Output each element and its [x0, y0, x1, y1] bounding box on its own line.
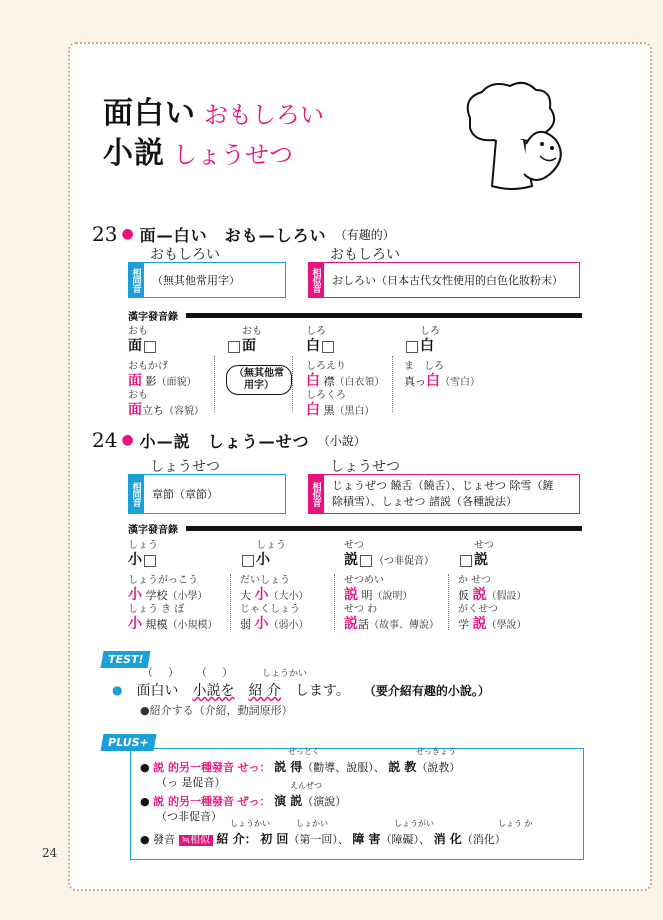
reading: せつ [474, 540, 494, 551]
example: 真っ [404, 374, 426, 388]
note: （つ非促音） [374, 556, 434, 567]
bullet-icon: ● [121, 432, 134, 448]
example: 大 [240, 588, 251, 602]
sentence-part: します。 [294, 683, 350, 699]
reading: おも [242, 326, 262, 337]
example: 弱 [240, 617, 251, 631]
record-col-4: せつ 説 か せつ 仮 説（假設） がくせつ 学 説（學說） [458, 540, 527, 632]
record-col-1: おも 面 おもかげ 面 影（面貌） おも 面立ち（容貌） [128, 326, 204, 418]
plus-gloss: （說教） [416, 761, 461, 774]
test-ruby: しょうかい [262, 669, 308, 679]
record-bar [186, 526, 582, 531]
kanji: 小 [128, 552, 142, 568]
divider [448, 574, 449, 630]
ruby: しょうかい [230, 819, 270, 828]
divider [214, 356, 215, 412]
reading: しょう [128, 540, 158, 551]
reading: がくせつ [458, 603, 498, 615]
gloss: （學說） [486, 619, 527, 631]
reading: ま しろ [404, 360, 444, 372]
test-blanks: （ ） （ ） [142, 666, 235, 679]
ruby: しょうがい [394, 819, 434, 828]
test-note: ●紹介する（介紹，動詞原形） [140, 704, 293, 717]
box-kana: おもしろい [150, 247, 220, 263]
reading: おもかげ [128, 360, 168, 372]
page-title [103, 88, 324, 171]
kanji: 小 [256, 552, 270, 568]
ruby: しょかい [296, 819, 328, 828]
page-number: 24 [42, 846, 58, 860]
gloss: （故事、傳說） [369, 619, 439, 631]
record-bar [186, 313, 582, 318]
example: 明 [361, 588, 373, 602]
box-body: おしろい（日本古代女性使用的白色化妝粉末） [324, 262, 580, 298]
plus-word: 初 回 [260, 832, 289, 846]
record-col-3: せつ 説 （つ非促音） せつめい 説 明（說明） せつ わ 説話（故事、傳說） [344, 540, 439, 632]
sentence-part: 小説を [192, 683, 235, 699]
plus-gloss: （第一回）、 [288, 833, 349, 846]
ruby: えんぜつ [290, 781, 322, 790]
box-kana: おもしろい [330, 247, 400, 263]
similar-tag: ≒相似 [179, 835, 213, 846]
plus-line-2: ● 説 的另一種發音 ぜっ： 演 説（演說） [140, 794, 347, 808]
plus-sub: （つ非促音） [156, 810, 222, 823]
sentence-part: 紹 介 [248, 683, 281, 699]
box-kana: しょうせつ [150, 459, 220, 475]
gloss: （大小） [268, 590, 309, 602]
reading: だいしょう [240, 574, 290, 586]
translation: （要介紹有趣的小說。） [363, 683, 490, 698]
plus-word: 障 害 [352, 832, 381, 846]
plus-gloss: （勸導、說服）、 [302, 761, 385, 774]
kanji: 白 [306, 338, 320, 354]
reading: せつめい [344, 574, 384, 586]
entry-number: 23 [92, 222, 118, 246]
plus-word: 消 化 [433, 832, 462, 846]
ruby: せっとく [288, 747, 320, 756]
kanji: 説 [474, 552, 488, 568]
reading: しょう き ぼ [128, 603, 185, 615]
record-col-1: しょう 小 しょうがっこう 小 学校（小學） しょう き ぼ 小 規模（小規模） [128, 540, 218, 632]
box-tag: 相似音 [308, 474, 324, 514]
same-sound-box [128, 474, 286, 514]
box-tag: 相同音 [128, 262, 144, 298]
gloss: （說明） [372, 590, 413, 602]
gloss: （容貌） [164, 405, 204, 417]
example: 襟 [323, 374, 335, 388]
plus-sub: （っ 是促音） [156, 776, 226, 789]
gloss: （弱小） [268, 619, 309, 631]
entry-head: 小—説 しょう—せつ [139, 431, 310, 451]
plus-gloss: （演說） [302, 795, 347, 808]
gloss: （黑白） [334, 405, 375, 417]
plus-text: 説 的另一種發音 せっ： [153, 761, 271, 774]
reading: おも [128, 389, 148, 401]
title-kanji-2: 小説 [103, 136, 165, 171]
box-line: 除積雪）、しょせつ 諸説（各種說法） [332, 495, 517, 508]
bullet-icon: ● [121, 226, 134, 242]
reading: せつ わ [344, 603, 378, 615]
divider [230, 574, 231, 630]
test-label: TEST! [101, 651, 151, 668]
plus-gloss: （障礙）、 [380, 833, 431, 846]
entry-number: 24 [92, 428, 118, 452]
reading: しろ [306, 326, 326, 337]
kanji: 白 [420, 338, 434, 354]
plus-gloss: （消化） [461, 833, 506, 846]
record-label: 漢字發音錄 [128, 312, 178, 323]
box-tag: 相似音 [308, 262, 324, 298]
gloss: （雪白） [440, 376, 480, 388]
example: 仮 [458, 588, 469, 602]
note: （無其他常用字） [226, 365, 292, 395]
example: 影 [145, 374, 157, 388]
ruby: せっきょう [416, 747, 456, 756]
gloss: （小規模） [167, 619, 218, 631]
kanji: 面 [242, 338, 256, 354]
reading: しょう [256, 540, 286, 551]
plus-text: 説 的另一種發音 ぜっ： [153, 795, 271, 808]
reading: おも [128, 326, 148, 337]
kanji: 面 [128, 338, 142, 354]
record-col-4: しろ 白 ま しろ 真っ白（雪白） [404, 326, 480, 389]
tree-mascot-illustration [452, 78, 572, 198]
gloss: （面貌） [156, 376, 197, 388]
sentence-part: 面白い [136, 683, 179, 699]
divider [392, 356, 393, 412]
title-kanji-1: 面白い [103, 96, 196, 131]
record-col-2 [226, 326, 292, 395]
plus-text: 發音 [153, 833, 176, 846]
box-body: 章節（章節） [144, 474, 286, 514]
ruby: しょう か [498, 819, 533, 828]
entry-23-heading [92, 222, 395, 246]
example: 黒 [323, 403, 335, 417]
divider [334, 574, 335, 630]
kanji: 説 [344, 552, 358, 568]
title-kana-1: おもしろい [204, 101, 324, 129]
entry-gloss: （小說） [317, 433, 366, 448]
box-line: じょうぜつ 饒舌（饒舌）、じょせつ 除雪（鏟 [332, 478, 554, 492]
reading: せつ [344, 540, 364, 551]
plus-word: 説 得 [274, 760, 303, 774]
example: 立ち [142, 403, 164, 417]
reading: しろくろ [306, 389, 346, 401]
similar-sound-box [308, 474, 580, 514]
plus-word: 説 教 [388, 760, 417, 774]
entry-24-heading [92, 428, 366, 452]
same-sound-box [128, 262, 286, 298]
example: 学 [458, 617, 469, 631]
plus-line-3: ● 發音 ≒相似 紹 介： 初 回（第一回）、 障 害（障礙）、 消 化（消化） [140, 832, 506, 846]
box-body: （無其他常用字） [144, 262, 286, 298]
similar-sound-box [308, 262, 580, 298]
example: 規模 [145, 617, 168, 631]
box-body [324, 474, 580, 514]
example: 学校 [145, 588, 168, 602]
gloss: （小學） [167, 590, 208, 602]
reading: しろ [420, 326, 440, 337]
box-tag: 相同音 [128, 474, 144, 514]
plus-line-1: ● 説 的另一種發音 せっ： 説 得（勸導、說服）、 説 教（說教） [140, 760, 461, 774]
entry-head: 面—白い おも—しろい [139, 225, 327, 245]
entry-gloss: （有趣的） [334, 227, 395, 242]
example: 話 [358, 617, 369, 631]
record-label: 漢字發音錄 [128, 525, 178, 536]
gloss: （白衣領） [334, 376, 385, 388]
reading: しょうがっこう [128, 574, 198, 586]
plus-word: 紹 介： [216, 832, 257, 846]
divider [292, 356, 293, 412]
record-col-3: しろ 白 しろえり 白 襟（白衣領） しろくろ 白 黒（黑白） [306, 326, 385, 418]
gloss: （假設） [486, 590, 527, 602]
title-kana-2: しょうせつ [173, 141, 293, 169]
bullet-icon: ● [112, 683, 123, 697]
reading: しろえり [306, 360, 346, 372]
record-col-2: しょう 小 だいしょう 大 小（大小） じゃくしょう 弱 小（弱小） [240, 540, 309, 632]
test-sentence [112, 680, 490, 700]
plus-label: PLUS+ [101, 734, 157, 751]
box-kana: しょうせつ [330, 459, 400, 475]
reading: か せつ [458, 574, 492, 586]
reading: じゃくしょう [240, 603, 300, 615]
plus-word: 演 説 [274, 794, 303, 808]
